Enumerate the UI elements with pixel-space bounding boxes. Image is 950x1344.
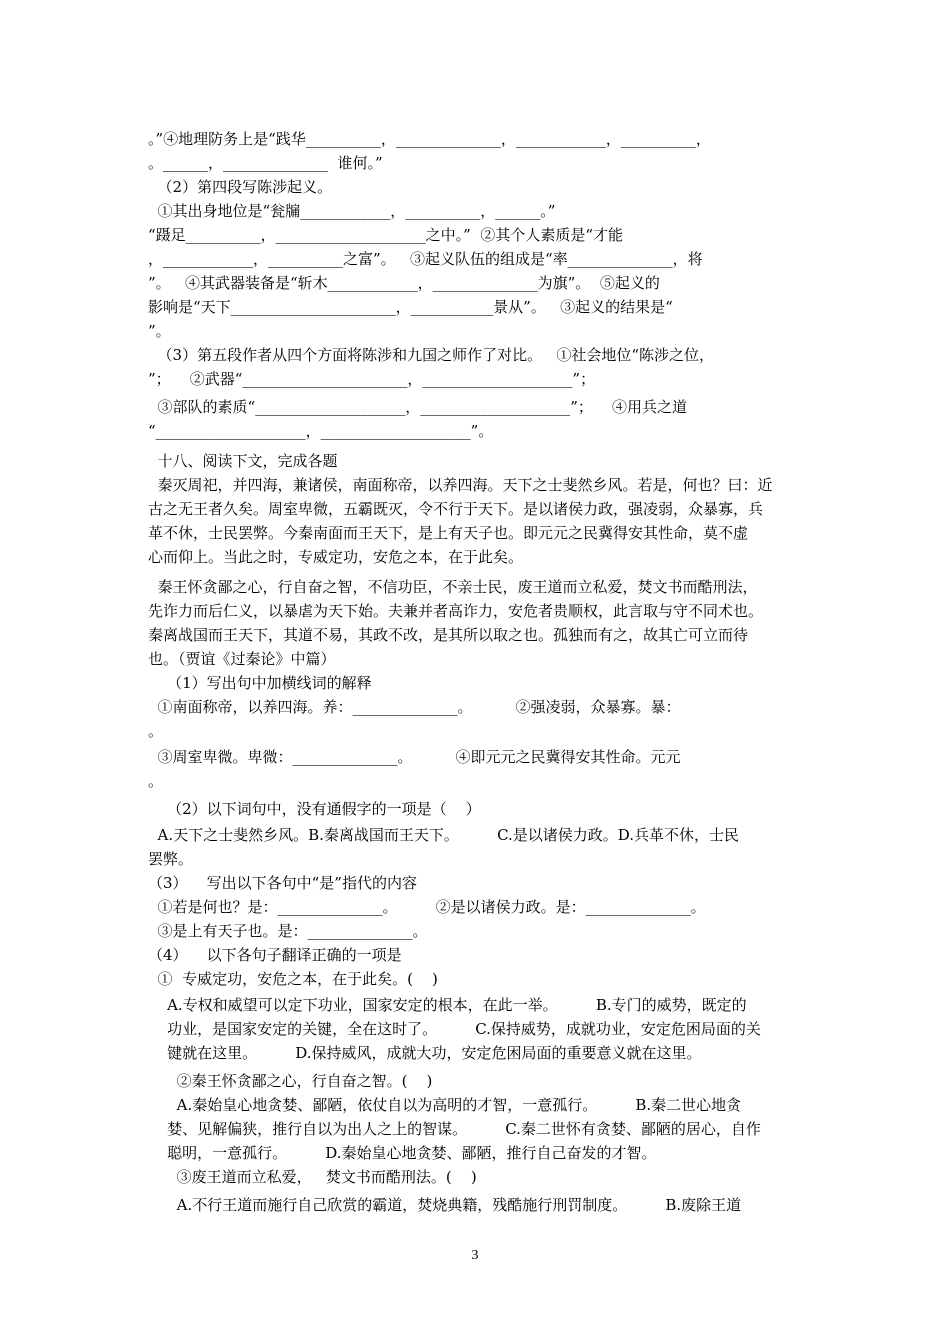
text-line: ③部队的素质“____________________，____________________”； ④用兵之道	[148, 398, 687, 416]
text-line: 秦灭周祀，并四海，兼诸侯，南面称帝，以养四海。天下之士斐然乡风。若是，何也？曰：近	[148, 476, 773, 494]
text-line: 聪明，一意孤行。 D.秦始皇心地贪婪、鄙陋，推行自己奋发的才智。	[148, 1144, 657, 1162]
text-line: A.不行王道而施行自己欣赏的霸道，焚烧典籍，残酷施行刑罚制度。 B.废除王道	[148, 1196, 742, 1214]
text-line: ③是上有天子也。是：______________。	[148, 922, 428, 940]
text-line: （3） 写出以下各句中“是”指代的内容	[148, 874, 417, 892]
text-line: 秦王怀贪鄙之心，行自奋之智，不信功臣，不亲士民，废王道而立私爱，焚文书而酷刑法，	[148, 578, 758, 596]
text-line: （2）第四段写陈涉起义。	[148, 178, 333, 196]
text-line: 功业，是国家安定的关键，全在这时了。 C.保持威势，成就功业，安定危困局面的关	[148, 1020, 761, 1038]
text-line: ③周室卑微。卑微：______________。 ④即元元之民冀得安其性命。元元	[148, 748, 681, 766]
text-line: 影响是“天下______________________，___________景从”。 ③起义的结果是“	[148, 298, 673, 316]
text-line: （1）写出句中加横线词的解释	[148, 674, 372, 692]
text-line: ①若是何也？是：______________。 ②是以诸侯力政。是：______________。	[148, 898, 706, 916]
page-number: 3	[471, 1248, 479, 1263]
text-line: 。	[148, 722, 164, 740]
text-line: 。	[148, 772, 164, 790]
text-line: “____________________，____________________”。	[148, 422, 494, 440]
text-line: “蹑足__________，____________________之中。” ②其个人素质是“才能	[148, 226, 624, 244]
text-line: 先诈力而后仁义，以暴虐为天下始。夫兼并者高诈力，安危者贵顺权，此言取与守不同术也。	[148, 602, 764, 620]
text-line: ①其出身地位是“瓮牖____________，__________，______。”	[148, 202, 556, 220]
text-line: ”； ②武器“______________________，____________________”；	[148, 370, 596, 388]
text-line: 。______，______________ 谁何。”	[148, 154, 383, 172]
text-line: （4） 以下各句子翻译正确的一项是	[148, 946, 402, 964]
text-line: A.专权和威望可以定下功业，国家安定的根本，在此一举。 B.专门的威势，既定的	[148, 996, 747, 1014]
text-line: 心而仰上。当此之时，专威定功，安危之本，在于此矣。	[148, 548, 524, 566]
text-line: ① 专威定功，安危之本，在于此矣。( )	[148, 970, 438, 988]
text-line: A.天下之士斐然乡风。B.秦离战国而王天下。 C.是以诸侯力政。D.兵革不休，士民	[148, 826, 740, 844]
text-line: （3）第五段作者从四个方面将陈涉和九国之师作了对比。 ①社会地位“陈涉之位，	[148, 346, 715, 364]
text-line: ”。 ④其武器装备是“斩木____________，______________为旗”。 ⑤起义的	[148, 274, 660, 292]
text-line: 十八、阅读下文，完成各题	[148, 452, 338, 470]
text-line: 罢弊。	[148, 850, 194, 868]
text-line: 键就在这里。 D.保持威风，成就大功，安定危困局面的重要意义就在这里。	[148, 1044, 702, 1062]
text-line: （2）以下词句中，没有通假字的一项是（ ）	[148, 800, 481, 818]
text-line: 古之无王者久矣。周室卑微，五霸既灭，令不行于天下。是以诸侯力政，强凌弱，众暴寡，兵	[148, 500, 764, 518]
text-line: ①南面称帝，以养四海。养：______________。 ②强凌弱，众暴寡。暴：	[148, 698, 681, 716]
text-line: ，____________，__________之富”。 ③起义队伍的组成是“率______________，将	[148, 250, 703, 268]
text-line: ②秦王怀贪鄙之心，行自奋之智。( )	[148, 1072, 433, 1090]
text-line: ③废王道而立私爱， 焚文书而酷刑法。( )	[148, 1168, 477, 1186]
text-line: ”。	[148, 322, 171, 340]
text-line: 也。（贾谊《过秦论》中篇）	[148, 650, 336, 668]
text-line: 秦离战国而王天下，其道不易，其政不改，是其所以取之也。孤独而有之，故其亡可立而待	[148, 626, 749, 644]
text-line: 。”④地理防务上是“践华__________，______________，____________，__________，	[148, 130, 711, 148]
text-line: 婪、见解偏狭，推行自以为出人之上的智谋。 C.秦二世怀有贪婪、鄙陋的居心，自作	[148, 1120, 761, 1138]
text-line: 革不休，士民罢弊。今秦南面而王天下，是上有天子也。即元元之民冀得安其性命，莫不虚	[148, 524, 749, 542]
text-line: A.秦始皇心地贪婪、鄙陋，依仗自以为高明的才智，一意孤行。 B.秦二世心地贪	[148, 1096, 742, 1114]
